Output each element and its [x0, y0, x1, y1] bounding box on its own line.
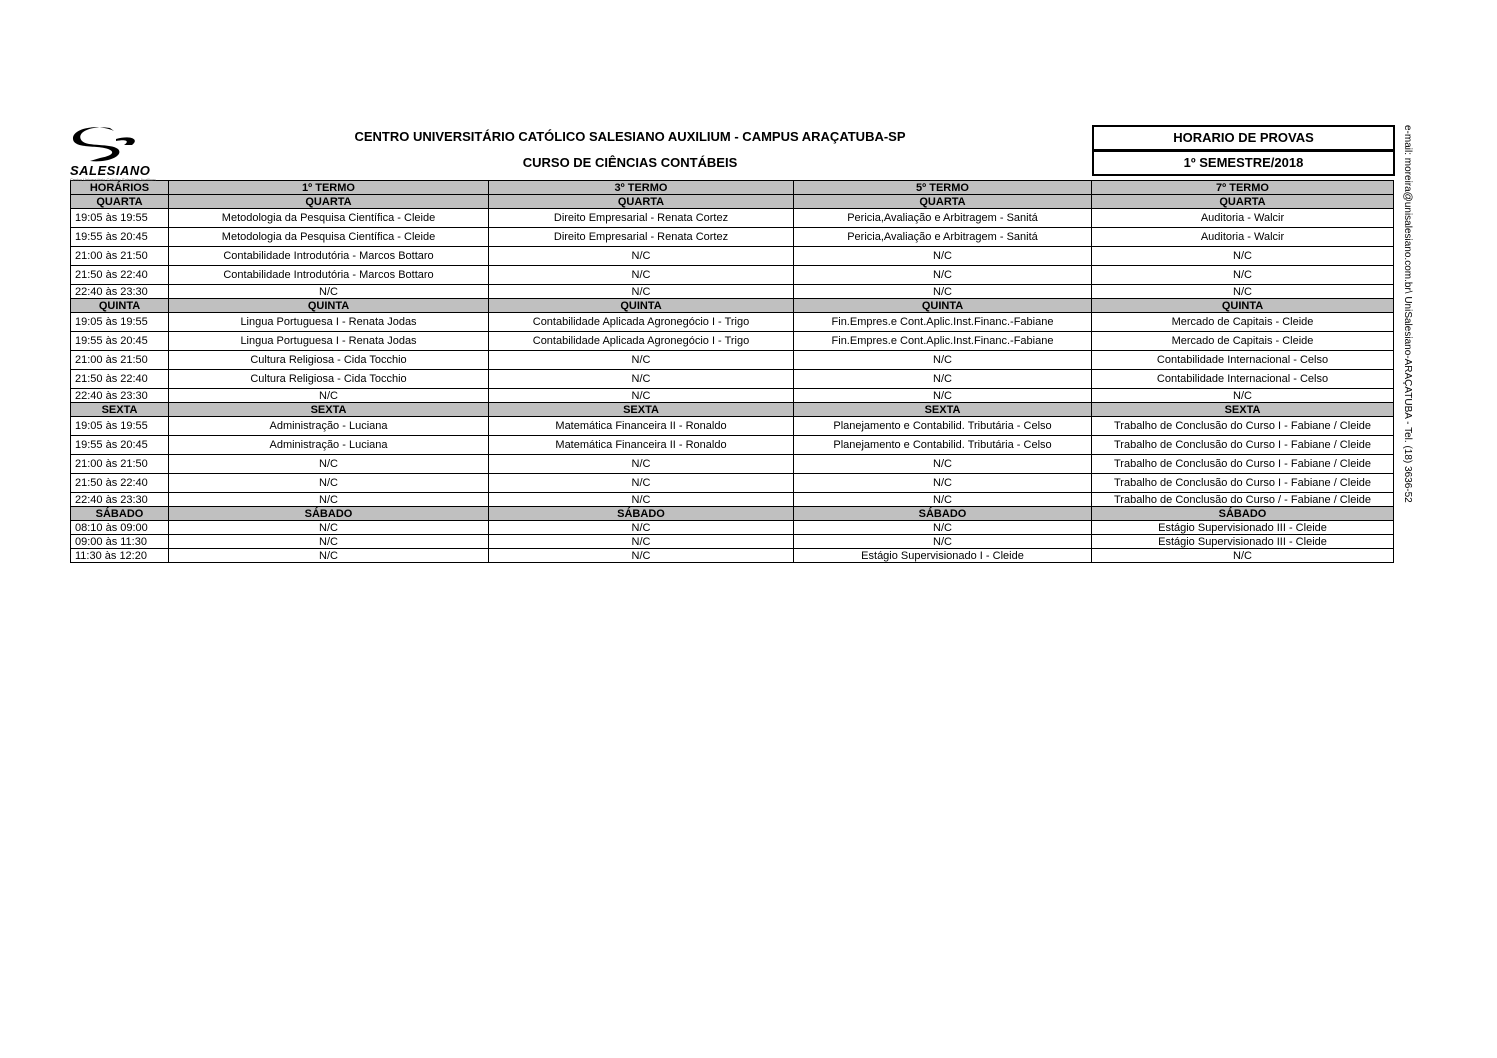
time-slot-cell: 21:00 às 21:50 [71, 455, 169, 474]
day-header-cell: SEXTA [794, 403, 1092, 417]
day-header-cell: SEXTA [1092, 403, 1394, 417]
day-header-cell: QUINTA [794, 299, 1092, 313]
exam-cell: Direito Empresarial - Renata Cortez [489, 209, 794, 228]
day-header-cell: QUARTA [1092, 195, 1394, 209]
day-header-cell: QUARTA [794, 195, 1092, 209]
day-header-cell: SEXTA [71, 403, 169, 417]
exam-cell: Contabilidade Aplicada Agronegócio I - Trigo [489, 313, 794, 332]
document-header [70, 125, 1393, 180]
exam-cell: Fin.Empres.e Cont.Aplic.Inst.Financ.-Fabiane [794, 313, 1092, 332]
exam-cell: Pericia,Avaliação e Arbitragem - Sanitá [794, 209, 1092, 228]
exam-cell: N/C [794, 535, 1092, 549]
table-row [71, 351, 1394, 370]
exam-cell: N/C [794, 247, 1092, 266]
table-row [71, 521, 1394, 535]
semester-box: 1º SEMESTRE/2018 [1092, 150, 1395, 176]
table-row [71, 493, 1394, 507]
schedule-body [71, 181, 1394, 563]
exam-cell: N/C [794, 285, 1092, 299]
exam-cell: N/C [169, 389, 489, 403]
exam-cell: N/C [794, 493, 1092, 507]
day-header-cell: QUINTA [169, 299, 489, 313]
course-title: CURSO DE CIÊNCIAS CONTÁBEIS [522, 155, 738, 170]
table-row [71, 209, 1394, 228]
time-slot-cell: 19:55 às 20:45 [71, 332, 169, 351]
exam-cell: N/C [489, 370, 794, 389]
exam-cell: Planejamento e Contabilid. Tributária - Celso [794, 417, 1092, 436]
time-slot-cell: 22:40 às 23:30 [71, 493, 169, 507]
time-slot-cell: 19:05 às 19:55 [71, 313, 169, 332]
exam-cell: N/C [489, 285, 794, 299]
exam-cell: N/C [489, 247, 794, 266]
time-slot-cell: 21:50 às 22:40 [71, 474, 169, 493]
exam-cell: Contabilidade Internacional - Celso [1092, 351, 1394, 370]
exam-cell: Contabilidade Aplicada Agronegócio I - Trigo [489, 332, 794, 351]
exam-cell: Estágio Supervisionado III - Cleide [1092, 521, 1394, 535]
exam-cell: N/C [489, 521, 794, 535]
table-row [71, 474, 1394, 493]
exam-cell: N/C [1092, 247, 1394, 266]
exam-cell: N/C [489, 474, 794, 493]
table-row [71, 247, 1394, 266]
day-header-row [71, 195, 1394, 209]
exam-cell: Auditoria - Walcir [1092, 228, 1394, 247]
exam-cell: N/C [1092, 549, 1394, 563]
exam-cell: Fin.Empres.e Cont.Aplic.Inst.Financ.-Fabiane [794, 332, 1092, 351]
schedule-sheet [70, 125, 1393, 563]
exam-cell: Trabalho de Conclusão do Curso I - Fabiane / Cleide [1092, 436, 1394, 455]
exam-cell: Auditoria - Walcir [1092, 209, 1394, 228]
table-row [71, 228, 1394, 247]
exam-cell: N/C [169, 474, 489, 493]
exam-cell: N/C [489, 389, 794, 403]
exam-cell: Pericia,Avaliação e Arbitragem - Sanitá [794, 228, 1092, 247]
exam-cell: Metodologia da Pesquisa Científica - Cleide [169, 209, 489, 228]
exam-cell: Trabalho de Conclusão do Curso I - Fabiane / Cleide [1092, 417, 1394, 436]
exam-cell: N/C [169, 535, 489, 549]
time-slot-cell: 19:55 às 20:45 [71, 436, 169, 455]
table-row [71, 549, 1394, 563]
day-header-row [71, 507, 1394, 521]
exam-cell: N/C [794, 521, 1092, 535]
exam-cell: N/C [169, 455, 489, 474]
day-header-cell: QUINTA [1092, 299, 1394, 313]
logo-text: SALESIANO [70, 163, 151, 178]
exam-cell: N/C [1092, 389, 1394, 403]
day-header-cell: QUARTA [489, 195, 794, 209]
exam-cell: Administração - Luciana [169, 436, 489, 455]
exam-cell: Estágio Supervisionado I - Cleide [794, 549, 1092, 563]
day-header-cell: SÁBADO [169, 507, 489, 521]
exam-schedule-box: HORARIO DE PROVAS [1092, 125, 1395, 151]
exam-cell: N/C [794, 266, 1092, 285]
exam-cell: Estágio Supervisionado III - Cleide [1092, 535, 1394, 549]
time-slot-cell: 11:30 às 12:20 [71, 549, 169, 563]
table-row [71, 455, 1394, 474]
exam-cell: N/C [489, 266, 794, 285]
exam-cell: Mercado de Capitais - Cleide [1092, 332, 1394, 351]
exam-cell: N/C [794, 474, 1092, 493]
day-header-row [71, 299, 1394, 313]
exam-cell: Trabalho de Conclusão do Curso I - Fabiane / Cleide [1092, 474, 1394, 493]
table-row [71, 436, 1394, 455]
exam-cell: Matemática Financeira II - Ronaldo [489, 436, 794, 455]
exam-cell: Matemática Financeira II - Ronaldo [489, 417, 794, 436]
time-slot-cell: 22:40 às 23:30 [71, 285, 169, 299]
exam-cell: Mercado de Capitais - Cleide [1092, 313, 1394, 332]
table-row [71, 266, 1394, 285]
time-slot-cell: 21:50 às 22:40 [71, 266, 169, 285]
column-header: 5º TERMO [794, 181, 1092, 195]
exam-cell: Lingua Portuguesa I - Renata Jodas [169, 313, 489, 332]
day-header-cell: SÁBADO [489, 507, 794, 521]
exam-cell: Administração - Luciana [169, 417, 489, 436]
table-row [71, 313, 1394, 332]
day-header-cell: SEXTA [489, 403, 794, 417]
exam-cell: N/C [489, 535, 794, 549]
exam-cell: Lingua Portuguesa I - Renata Jodas [169, 332, 489, 351]
column-header: 3º TERMO [489, 181, 794, 195]
day-header-cell: QUINTA [71, 299, 169, 313]
time-slot-cell: 08:10 às 09:00 [71, 521, 169, 535]
time-slot-cell: 19:55 às 20:45 [71, 228, 169, 247]
time-slot-cell: 21:50 às 22:40 [71, 370, 169, 389]
time-slot-cell: 21:00 às 21:50 [71, 351, 169, 370]
exam-cell: Cultura Religiosa - Cida Tocchio [169, 370, 489, 389]
exam-cell: Trabalho de Conclusão do Curso I - Fabiane / Cleide [1092, 455, 1394, 474]
exam-cell: Metodologia da Pesquisa Científica - Cleide [169, 228, 489, 247]
day-header-cell: SÁBADO [1092, 507, 1394, 521]
time-slot-cell: 19:05 às 19:55 [71, 417, 169, 436]
exam-cell: Trabalho de Conclusão do Curso / - Fabiane / Cleide [1092, 493, 1394, 507]
column-header: 7º TERMO [1092, 181, 1394, 195]
table-row [71, 535, 1394, 549]
table-row [71, 370, 1394, 389]
logo-swoosh-icon [70, 125, 140, 165]
institution-title: CENTRO UNIVERSITÁRIO CATÓLICO SALESIANO AUXILIUM - CAMPUS ARAÇATUBA-SP [354, 129, 906, 144]
column-header: HORÁRIOS [71, 181, 169, 195]
day-header-row [71, 403, 1394, 417]
exam-cell: N/C [169, 549, 489, 563]
exam-cell: N/C [489, 455, 794, 474]
exam-cell: Contabilidade Internacional - Celso [1092, 370, 1394, 389]
time-slot-cell: 19:05 às 19:55 [71, 209, 169, 228]
exam-cell: Contabilidade Introdutória - Marcos Bottaro [169, 247, 489, 266]
exam-cell: N/C [489, 493, 794, 507]
logo-subtext: Centro Universitário Católico Salesiano Auxilium [70, 177, 156, 182]
table-row [71, 332, 1394, 351]
day-header-cell: SÁBADO [794, 507, 1092, 521]
table-row [71, 285, 1394, 299]
column-header: 1º TERMO [169, 181, 489, 195]
day-header-cell: QUARTA [71, 195, 169, 209]
exam-cell: N/C [794, 370, 1092, 389]
exam-cell: N/C [169, 493, 489, 507]
day-header-cell: SEXTA [169, 403, 489, 417]
exam-cell: N/C [794, 351, 1092, 370]
exam-schedule-table [70, 180, 1394, 563]
exam-cell: Cultura Religiosa - Cida Tocchio [169, 351, 489, 370]
exam-cell: N/C [169, 285, 489, 299]
exam-cell: N/C [1092, 285, 1394, 299]
day-header-cell: SÁBADO [71, 507, 169, 521]
exam-cell: N/C [489, 351, 794, 370]
time-slot-cell: 21:00 às 21:50 [71, 247, 169, 266]
exam-cell: Direito Empresarial - Renata Cortez [489, 228, 794, 247]
day-header-cell: QUINTA [489, 299, 794, 313]
time-slot-cell: 22:40 às 23:30 [71, 389, 169, 403]
exam-cell: N/C [489, 549, 794, 563]
contact-text: e-mail: moreira@unisalesiano.com.br\ UniSalesiano-ARAÇATUBA - Tel. (18) 3636-52 [1402, 125, 1413, 503]
table-row [71, 417, 1394, 436]
exam-cell: N/C [794, 455, 1092, 474]
salesiano-logo [70, 125, 170, 180]
exam-cell: Planejamento e Contabilid. Tributária - Celso [794, 436, 1092, 455]
table-row [71, 389, 1394, 403]
contact-sidebar [1401, 125, 1413, 595]
exam-cell: N/C [794, 389, 1092, 403]
column-header-row [71, 181, 1394, 195]
exam-cell: Contabilidade Introdutória - Marcos Bottaro [169, 266, 489, 285]
exam-cell: N/C [169, 521, 489, 535]
day-header-cell: QUARTA [169, 195, 489, 209]
time-slot-cell: 09:00 às 11:30 [71, 535, 169, 549]
exam-cell: N/C [1092, 266, 1394, 285]
